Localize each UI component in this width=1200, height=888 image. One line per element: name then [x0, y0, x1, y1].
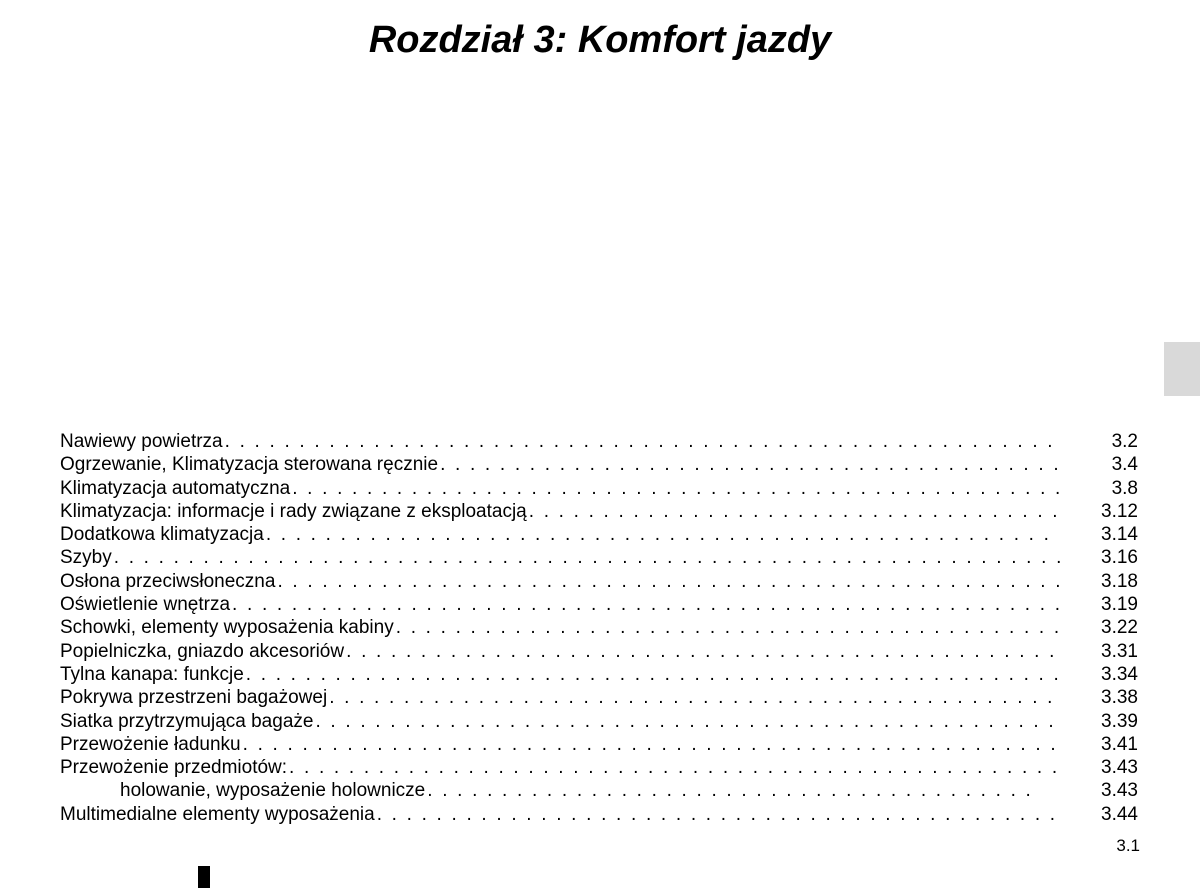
toc-entry-page: 3.8 — [1111, 477, 1138, 499]
toc-entry[interactable] — [60, 500, 1138, 523]
toc-entry[interactable] — [60, 430, 1138, 453]
toc-entry-page: 3.22 — [1101, 617, 1138, 639]
toc-entry[interactable] — [60, 803, 1138, 826]
toc-entry[interactable] — [60, 477, 1138, 500]
toc-leader-dots — [114, 546, 1060, 569]
toc-entry-page: 3.2 — [1111, 431, 1138, 452]
toc-entry[interactable] — [60, 663, 1138, 686]
toc-entry-label: holowanie, wyposażenie holownicze — [120, 780, 426, 802]
toc-leader-dots — [529, 500, 1060, 523]
toc-entry[interactable] — [60, 686, 1138, 709]
toc-entry-label: Ogrzewanie, Klimatyzacja sterowana ręcznie — [60, 454, 439, 476]
toc-leader-dots — [246, 663, 1060, 686]
toc-entry-label: Przewożenie ładunku — [60, 733, 241, 755]
toc-entry-label: Klimatyzacja: informacje i rady związane z eksploatacją — [60, 500, 527, 522]
toc-entry[interactable] — [60, 640, 1138, 663]
toc-entry-label: Tylna kanapa: funkcje — [60, 663, 244, 685]
toc-leader-dots — [329, 686, 1060, 709]
toc-entry-label: Pokrywa przestrzeni bagażowej — [60, 687, 328, 709]
toc-entry-page: 3.43 — [1101, 780, 1138, 802]
toc-entry-page: 3.12 — [1101, 500, 1138, 522]
toc-entry-page: 3.43 — [1101, 757, 1138, 779]
table-of-contents — [60, 430, 1138, 826]
toc-leader-dots — [315, 710, 1060, 733]
toc-leader-dots — [266, 523, 1060, 546]
toc-entry-label: Przewożenie przedmiotów: — [60, 757, 288, 779]
toc-entry-page: 3.34 — [1101, 663, 1138, 685]
chapter-title: Rozdział 3: Komfort jazdy — [368, 19, 832, 61]
toc-entry-page: 3.19 — [1101, 594, 1138, 616]
toc-leader-dots — [346, 640, 1060, 663]
toc-entry-page: 3.41 — [1101, 733, 1138, 755]
chapter-side-tab — [1164, 342, 1200, 396]
toc-entry[interactable] — [60, 523, 1138, 546]
toc-entry-label: Schowki, elementy wyposażenia kabiny — [60, 617, 394, 639]
toc-leader-dots — [377, 803, 1060, 826]
toc-entry-label: Multimedialne elementy wyposażenia — [60, 803, 375, 825]
toc-entry[interactable] — [60, 570, 1138, 593]
toc-entry[interactable] — [60, 710, 1138, 733]
toc-entry-page: 3.14 — [1101, 524, 1138, 546]
toc-entry-page: 3.39 — [1101, 710, 1138, 732]
toc-entry-label: Szyby — [60, 547, 112, 569]
toc-entry-label: Oświetlenie wnętrza — [60, 594, 231, 616]
toc-entry-label: Osłona przeciwsłoneczna — [60, 570, 276, 592]
page-number: 3.1 — [1116, 836, 1140, 855]
toc-entry-page: 3.4 — [1111, 454, 1138, 476]
toc-entry-label: Klimatyzacja automatyczna — [60, 477, 291, 499]
toc-leader-dots — [277, 570, 1060, 593]
toc-leader-dots — [225, 430, 1060, 453]
toc-leader-dots — [292, 477, 1060, 500]
toc-leader-dots — [232, 593, 1060, 616]
toc-leader-dots — [289, 756, 1060, 779]
toc-entry-label: Siatka przytrzymująca bagaże — [60, 710, 314, 732]
toc-leader-dots — [427, 779, 1034, 802]
toc-entry-label: Nawiewy powietrza — [60, 431, 223, 452]
toc-leader-dots — [243, 733, 1060, 756]
toc-entry[interactable] — [60, 756, 1138, 779]
toc-entry-page: 3.44 — [1101, 803, 1138, 825]
toc-leader-dots — [396, 616, 1060, 639]
toc-entry-page: 3.38 — [1101, 687, 1138, 709]
toc-leader-dots — [440, 453, 1060, 476]
toc-entry-label: Popielniczka, gniazdo akcesoriów — [60, 640, 345, 662]
toc-entry[interactable] — [60, 453, 1138, 476]
toc-entry[interactable] — [60, 546, 1138, 569]
toc-entry[interactable] — [60, 593, 1138, 616]
toc-entry-page: 3.18 — [1101, 570, 1138, 592]
toc-entry-label: Dodatkowa klimatyzacja — [60, 524, 264, 546]
toc-entry[interactable] — [60, 779, 1138, 802]
toc-entry-page: 3.16 — [1101, 547, 1138, 569]
toc-entry[interactable] — [60, 733, 1138, 756]
toc-entry-page: 3.31 — [1101, 640, 1138, 662]
toc-entry[interactable] — [60, 616, 1138, 639]
margin-marker — [198, 866, 210, 888]
